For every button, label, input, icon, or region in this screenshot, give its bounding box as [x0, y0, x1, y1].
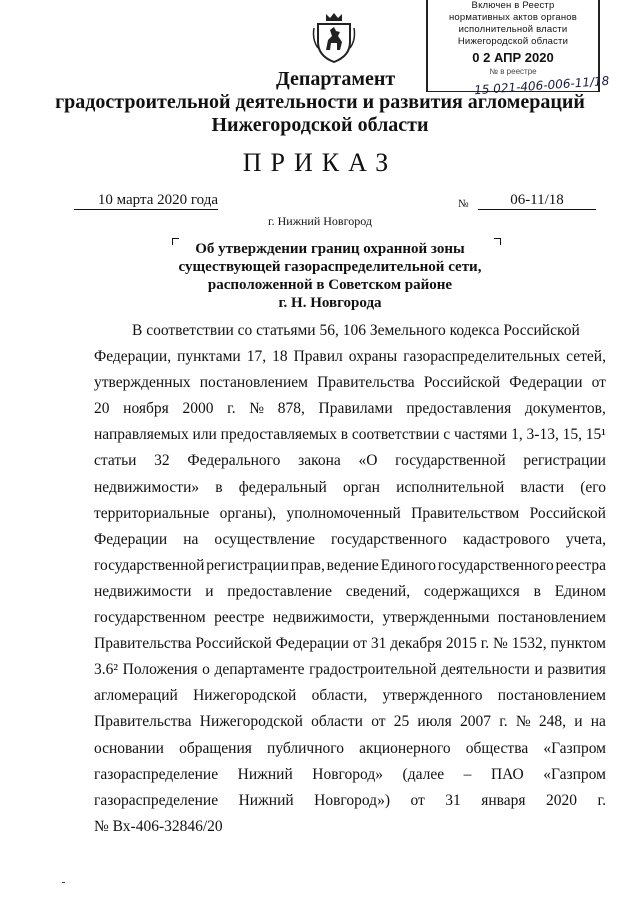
department-name-line-1: Департамент: [276, 68, 396, 90]
body-line: агломераций Нижегородской области, утвержденного постановлением: [94, 687, 606, 705]
stamp-line: нормативных актов органов: [448, 12, 578, 23]
department-name-line-2: градостроительной деятельности и развития агломераций: [55, 91, 585, 113]
body-line: № Вх-406-32846/20: [94, 817, 223, 835]
order-date: 10 марта 2020 года: [74, 192, 218, 210]
body-line: государственной регистрации прав, ведение Единого государственного реестра: [94, 556, 606, 574]
order-number: 06-11/18: [478, 192, 596, 210]
body-line: Федерации, пунктами 17, 18 Правил охраны газораспределительных сетей,: [94, 348, 606, 366]
body-line: Правительства Нижегородской области от 25 июля 2007 г. № 248, и на: [94, 713, 606, 731]
body-line: территориальные органы), уполномоченный Правительством Российской: [94, 504, 606, 522]
body-line: государственном реестре недвижимости, утвержденными постановлением: [94, 609, 606, 627]
order-title: [150, 240, 510, 312]
department-name-line-3: Нижегородской области: [211, 114, 429, 136]
title-line: существующей газораспределительной сети,: [178, 259, 482, 275]
document-type: ПРИКАЗ: [242, 148, 398, 177]
body-line: 3.6² Положения о департаменте градостроительной деятельности и развития: [94, 661, 606, 679]
city: г. Нижний Новгород: [268, 214, 372, 228]
stamp-reg-label: № в реестре: [489, 67, 537, 76]
body-line: основании обращения публичного акционерного общества «Газпром: [94, 739, 606, 757]
body-line: В соответствии со статьями 56, 106 Земельного кодекса Российской: [132, 322, 580, 339]
body-line: направляемых или предоставляемых в соответствии с частями 1, 3-13, 15, 15¹: [94, 426, 606, 444]
stamp-reg-number: 15 021-406-006-11/18: [473, 73, 610, 98]
order-preamble: [94, 318, 606, 840]
body-line: газораспределение Нижний Новгород» (далее – ПАО «Газпром: [94, 765, 606, 783]
body-line: Федерации на осуществление государственного кадастрового учета,: [94, 530, 606, 548]
order-number-label: №: [458, 198, 469, 210]
body-line: 20 ноября 2000 г. № 878, Правилами предоставления документов,: [94, 400, 606, 418]
stamp-line: Включен в Реестр: [471, 0, 555, 11]
body-line: Правительства Российской Федерации от 31 декабря 2015 г. № 1532, пунктом: [94, 635, 606, 653]
coat-of-arms-icon: [312, 12, 356, 64]
title-line: Об утверждении границ охранной зоны: [195, 241, 465, 257]
body-line: газораспределение Нижний Новгород») от 31 января 2020 г.: [94, 791, 606, 809]
title-line: расположенной в Советском районе: [207, 277, 453, 293]
title-line: г. Н. Новгорода: [278, 295, 382, 311]
body-line: недвижимости и предоставление сведений, содержащихся в Едином: [94, 582, 606, 600]
margin-mark: [62, 882, 65, 883]
stamp-line: исполнительной власти: [458, 24, 568, 35]
stamp-date: 0 2 АПР 2020: [472, 50, 554, 65]
body-line: утвержденных постановлением Правительства Российской Федерации от: [94, 374, 606, 392]
body-line: статьи 32 Федерального закона «О государственной регистрации: [94, 452, 606, 470]
body-line: недвижимости» в федеральный орган исполнительной власти (его: [94, 478, 606, 496]
stamp-line: Нижегородской области: [457, 36, 569, 47]
